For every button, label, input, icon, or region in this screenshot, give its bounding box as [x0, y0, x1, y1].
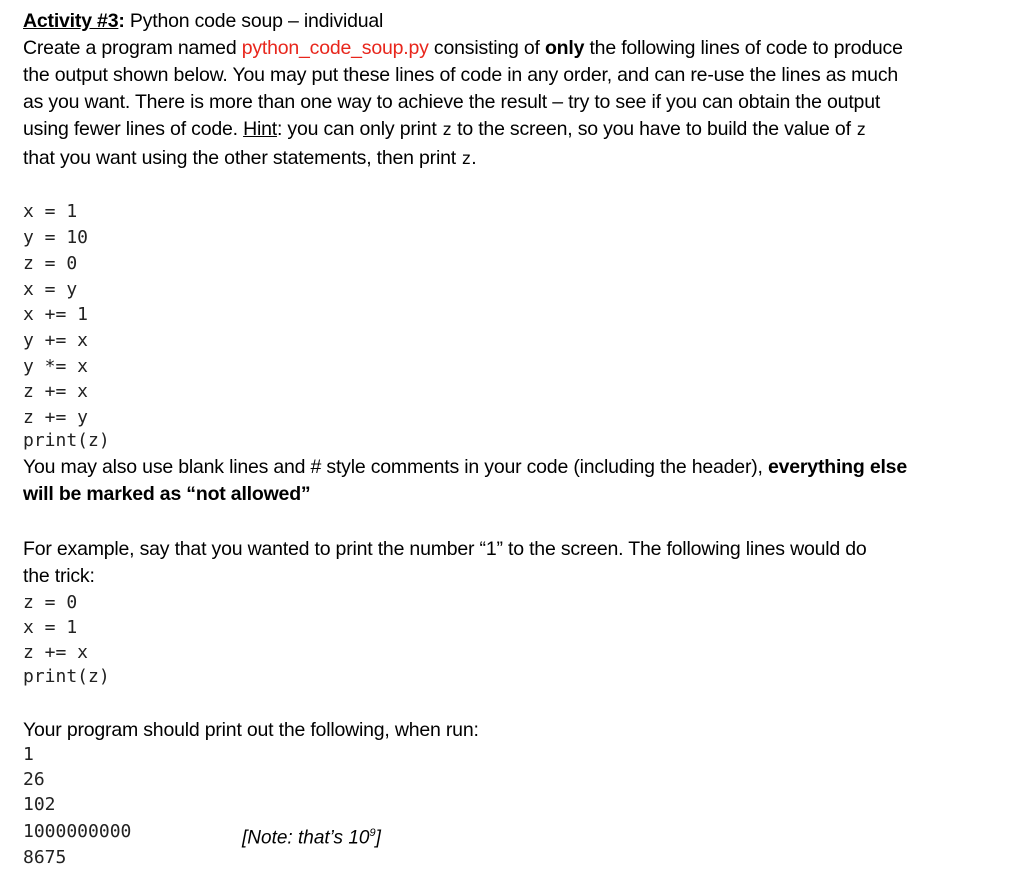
- hint-label: Hint: [243, 118, 277, 140]
- code-line: z += x: [23, 381, 89, 402]
- output-line: 102: [23, 794, 56, 815]
- output-line: 26: [23, 769, 45, 790]
- intro-line-5: that you want using the other statements, then print z.: [23, 147, 477, 169]
- code-line: y += x: [23, 330, 89, 351]
- code-line: print(z): [23, 666, 110, 687]
- output-line: 1000000000: [23, 821, 132, 842]
- intro-line-2: the output shown below. You may put these lines of code in any order, and can re-use the lines as much: [23, 64, 899, 86]
- code-line: z += x: [23, 642, 89, 663]
- code-line: z += y: [23, 407, 89, 428]
- example-line-2: the trick:: [23, 565, 95, 587]
- intro-line-3: as you want. There is more than one way to achieve the result – try to see if you can obtain the output: [23, 91, 881, 113]
- activity-title: Activity #3: Python code soup – individual: [23, 10, 384, 32]
- rules-line-2: will be marked as “not allowed”: [23, 483, 311, 505]
- code-line: x = 1: [23, 201, 78, 222]
- output-line: 1: [23, 744, 34, 765]
- example-line-1: For example, say that you wanted to print the number “1” to the screen. The following lines would do: [23, 538, 867, 560]
- code-line: y *= x: [23, 356, 89, 377]
- code-line: x = 1: [23, 617, 78, 638]
- output-line: 8675: [23, 847, 67, 868]
- filename: python_code_soup.py: [241, 37, 429, 59]
- code-line: x += 1: [23, 304, 89, 325]
- code-line: y = 10: [23, 227, 89, 248]
- output-intro: Your program should print out the following, when run:: [23, 719, 479, 741]
- activity-label: Activity #3: [23, 10, 119, 32]
- note: [Note: that’s $10^9$]: [242, 827, 381, 849]
- intro-line-4: using fewer lines of code. Hint: you can only print z to the screen, so you have to build the value of z: [23, 118, 867, 140]
- code-line: z = 0: [23, 592, 78, 613]
- code-line: print(z): [23, 430, 110, 451]
- rules-line-1: You may also use blank lines and # style comments in your code (including the header), everything else: [23, 456, 907, 478]
- code-line: x = y: [23, 279, 78, 300]
- code-line: z = 0: [23, 253, 78, 274]
- intro-line-1: Create a program named python_code_soup.py consisting of only the following lines of code to produce: [23, 37, 903, 59]
